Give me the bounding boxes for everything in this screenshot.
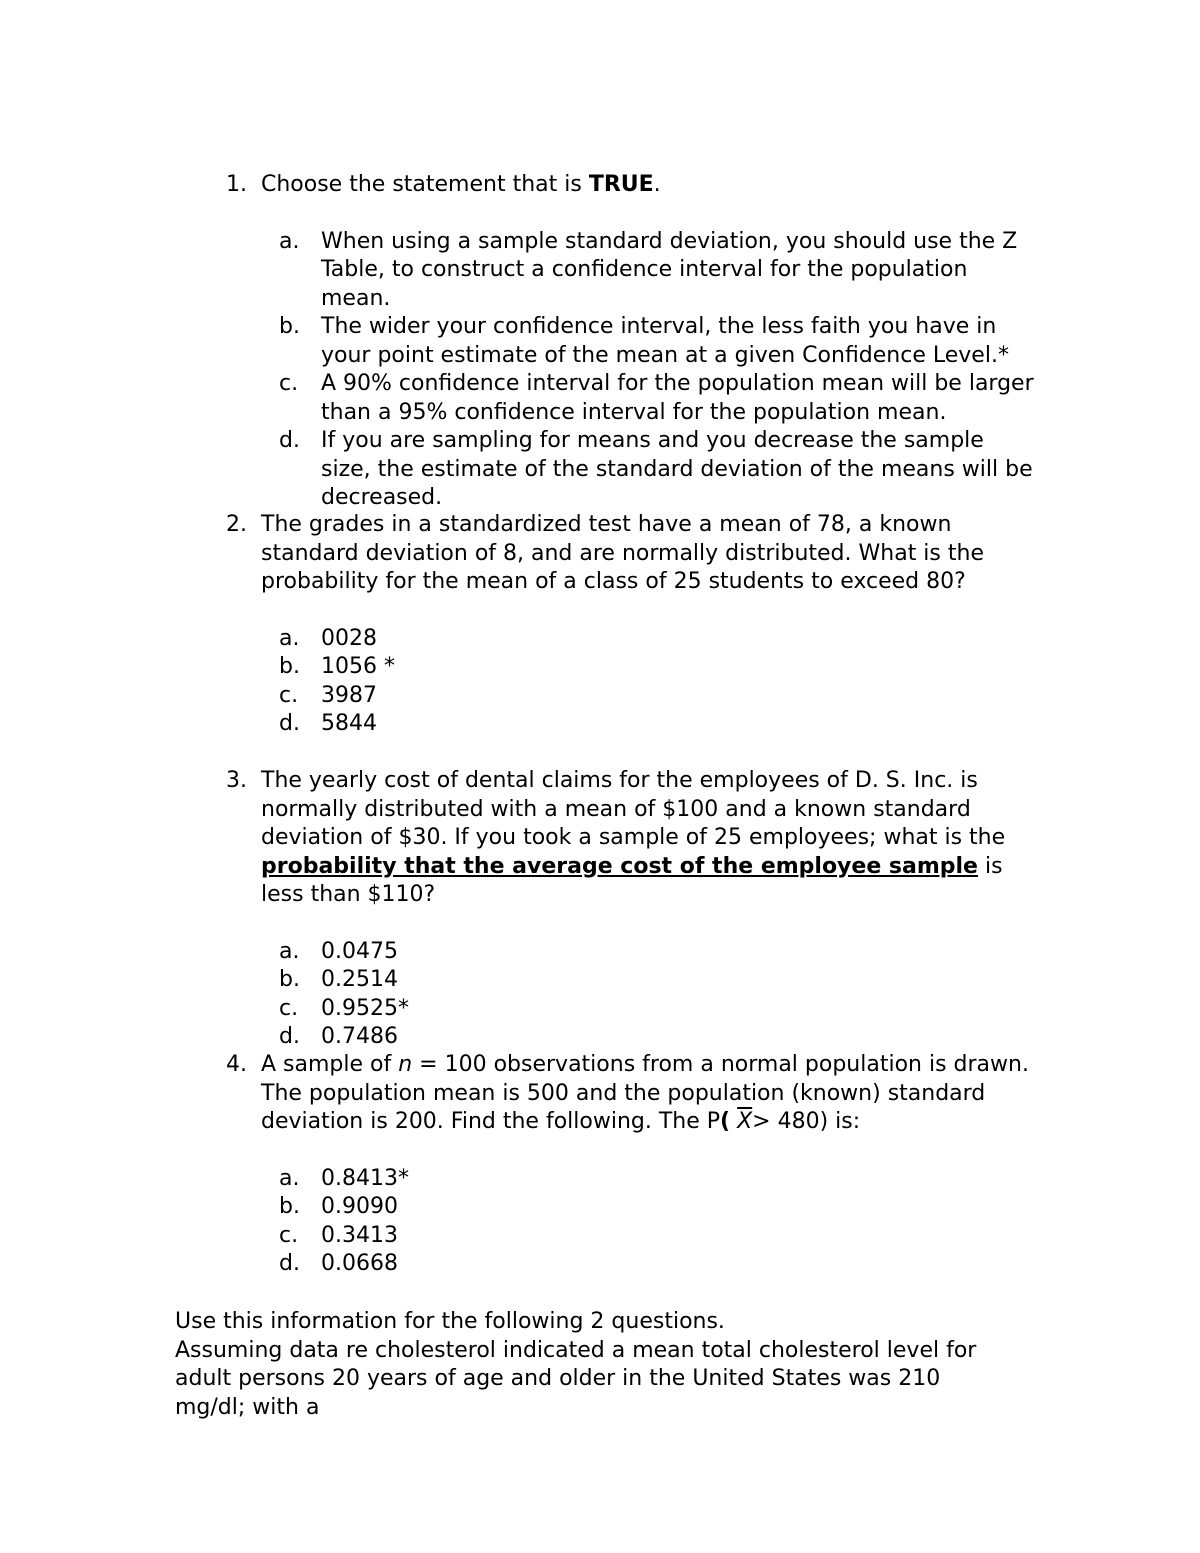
xbar-symbol: $\overline{X}$ xyxy=(737,1109,753,1134)
question-3 xyxy=(175,767,1035,1052)
question-text: The grades in a standardized test have a mean of 78, a known standard deviation of 8, and are normally distributed. What is the probability for the mean of a class of 25 students to exceed 80? xyxy=(261,512,984,594)
options-list xyxy=(279,228,1035,513)
option-c: c. A 90% confidence interval for the population mean will be larger than a 95% confidence interval for the population mean. xyxy=(279,371,1034,425)
option-a: a. 0.8413* xyxy=(279,1165,409,1191)
question-1 xyxy=(175,171,1035,513)
option-c: c. 0.3413 xyxy=(279,1222,398,1248)
question-number: 2. xyxy=(226,512,247,537)
question-2 xyxy=(175,511,1035,739)
shared-info-block xyxy=(175,1308,1035,1422)
info-intro: Use this information for the following 2 questions. xyxy=(175,1309,725,1334)
info-body: Assuming data re cholesterol indicated a mean total cholesterol level for adult persons 20 years of age and older in the United States was 210 mg/dl; with a xyxy=(175,1337,977,1420)
option-a: a. 0.0475 xyxy=(279,938,398,964)
option-b: b. 0.2514 xyxy=(279,967,398,992)
question-text: The yearly cost of dental claims for the employees of D. S. Inc. is normally distributed with a mean of $100 and a known standard deviation of $30. If you took a sample of 25 employees; what is the probability that the average cost of the employee sample is less than $110? xyxy=(261,768,1006,907)
option-d: d. If you are sampling for means and you decrease the sample size, the estimate of the standard deviation of the means will be decreased. xyxy=(279,428,1033,510)
option-d: d. 5844 xyxy=(279,711,377,736)
options-list xyxy=(279,625,1035,739)
options-list xyxy=(279,938,1035,1052)
option-c: c. 0.9525* xyxy=(279,995,409,1021)
option-a: a. When using a sample standard deviation, you should use the Z Table, to construct a confidence interval for the population mean. xyxy=(279,228,1018,311)
option-d: d. 0.0668 xyxy=(279,1251,398,1276)
question-text: Choose the statement that is TRUE. xyxy=(261,172,661,197)
option-b: b. 0.9090 xyxy=(279,1194,398,1219)
question-4 xyxy=(175,1051,1035,1279)
option-c: c. 3987 xyxy=(279,682,377,708)
option-b: b. The wider your confidence interval, the less faith you have in your point estimate of the mean at a given Confidence Level.* xyxy=(279,314,1009,368)
variable-n: n xyxy=(398,1052,413,1077)
option-a: a. 0028 xyxy=(279,625,377,651)
options-list xyxy=(279,1165,1035,1279)
emphasized-phrase: probability that the average cost of the employee sample xyxy=(261,853,978,879)
question-number: 1. xyxy=(226,172,247,197)
question-number: 3. xyxy=(226,768,247,793)
option-d: d. 0.7486 xyxy=(279,1024,398,1049)
question-text: A sample of n = 100 observations from a normal population is drawn. The population mean is 500 and the population (known) standard deviation is 200. Find the following. The P( $\overline{X}> 480$) is: xyxy=(261,1052,1029,1134)
option-b: b. 1056 * xyxy=(279,654,395,679)
question-number: 4. xyxy=(226,1052,247,1077)
